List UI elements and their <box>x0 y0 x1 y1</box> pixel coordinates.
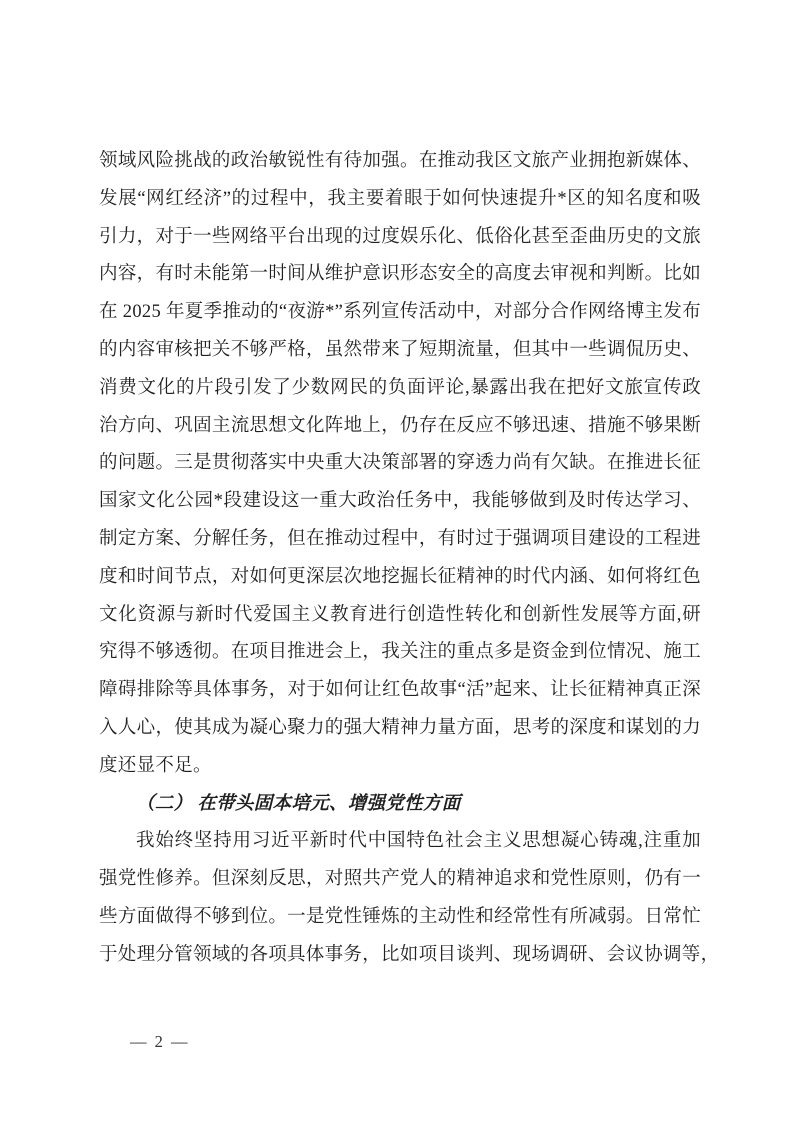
text-line: 发展“网红经济”的过程中，我主要着眼于如何快速提升*区的知名度和吸 <box>99 188 701 209</box>
section-heading: （二） 在带头固本培元、增强党性方面 <box>136 793 461 814</box>
text-line: 国家文化公园*段建设这一重大政治任务中，我能够做到及时传达学习、 <box>99 491 701 512</box>
text-line: 领域风险挑战的政治敏锐性有待加强。在推动我区文旅产业拥抱新媒体、 <box>99 151 701 171</box>
paragraph-last-line: 度还显不足。 <box>99 755 212 776</box>
text-line: 些方面做得不够到位。一是党性锤炼的主动性和经常性有所减弱。日常忙 <box>99 906 701 927</box>
text-line: 制定方案、分解任务，但在推动过程中，有时过于强调项目建设的工程进 <box>99 528 701 549</box>
text-line: 障碍排除等具体事务，对于如何让红色故事“活”起来、让长征精神真正深 <box>99 680 701 701</box>
text-line: 的问题。三是贯彻落实中央重大决策部署的穿透力尚有欠缺。在推进长征 <box>99 453 701 474</box>
text-line: 内容，有时未能第一时间从维护意识形态安全的高度去审视和判断。比如 <box>99 264 701 285</box>
paragraph-first-line: 我始终坚持用习近平新时代中国特色社会主义思想凝心铸魂,注重加 <box>136 831 701 852</box>
text-line: 治方向、巩固主流思想文化阵地上，仍存在反应不够迅速、措施不够果断 <box>99 415 701 436</box>
text-line: 在 2025 年夏季推动的“夜游*”系列宣传活动中，对部分合作网络博主发布 <box>99 302 701 323</box>
page-number: — 2 — <box>130 1032 190 1051</box>
text-line: 消费文化的片段引发了少数网民的负面评论,暴露出我在把好文旅宣传政 <box>99 377 701 398</box>
text-line: 的内容审核把关不够严格，虽然带来了短期流量，但其中一些调侃历史、 <box>99 339 701 360</box>
text-line: 引力，对于一些网络平台出现的过度娱乐化、低俗化甚至歪曲历史的文旅 <box>99 226 701 247</box>
document-body <box>99 143 720 975</box>
text-line: 究得不够透彻。在项目推进会上，我关注的重点多是资金到位情况、施工 <box>99 642 701 663</box>
text-line: 度和时间节点，对如何更深层次地挖掘长征精神的时代内涵、如何将红色 <box>99 566 701 587</box>
text-line: 强党性修养。但深刻反思，对照共产党人的精神追求和党性原则，仍有一 <box>99 869 701 890</box>
text-line: 文化资源与新时代爱国主义教育进行创造性转化和创新性发展等方面,研 <box>99 604 701 625</box>
text-line: 入人心，使其成为凝心聚力的强大精神力量方面，思考的深度和谋划的力 <box>99 717 701 738</box>
text-line: 于处理分管领域的各项具体事务，比如项目谈判、现场调研、会议协调等， <box>99 944 720 965</box>
